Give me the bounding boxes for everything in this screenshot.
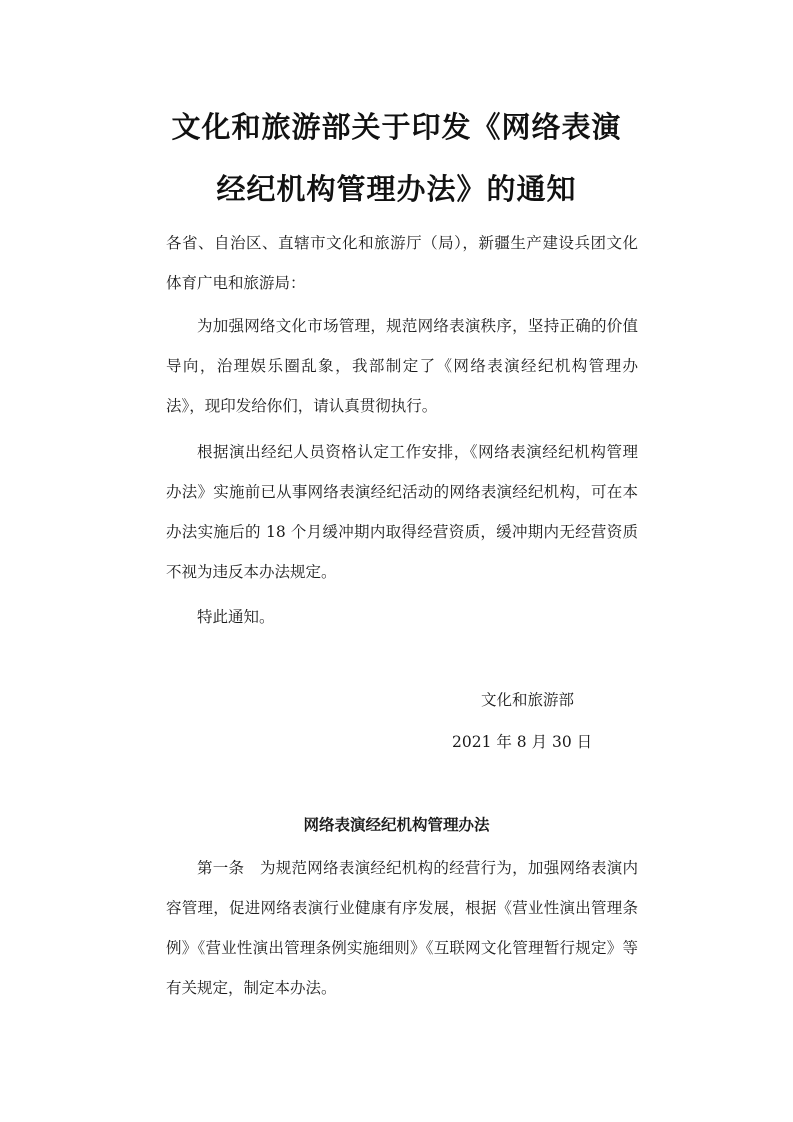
closing-line: 特此通知。 [197, 608, 275, 626]
body-paragraph-2: 根据演出经纪人员资格认定工作安排，《网络表演经纪机构管理办法》实施前已从事网络表演经纪活动的网络表演经纪机构，可在本办法实施后的 18 个月缓冲期内取得经营资质，缓冲期内无经营资质不视为违反本办法规定。 [166, 443, 638, 581]
notice-title-line1: 文化和旅游部关于印发《网络表演 [171, 110, 622, 144]
issue-date: 2021 年 8 月 30 日 [452, 733, 593, 751]
attachment-title: 网络表演经纪机构管理办法 [303, 816, 490, 834]
notice-title-line2: 经纪机构管理办法》的通知 [216, 172, 577, 206]
salutation: 各省、自治区、直辖市文化和旅游厅（局），新疆生产建设兵团文化体育广电和旅游局： [166, 234, 638, 292]
body-paragraph-1: 为加强网络文化市场管理，规范网络表演秩序，坚持正确的价值导向，治理娱乐圈乱象，我部制定了《网络表演经纪机构管理办法》，现印发给你们，请认真贯彻执行。 [166, 317, 638, 415]
signer: 文化和旅游部 [481, 691, 575, 709]
article-1: 第一条 为规范网络表演经纪机构的经营行为，加强网络表演内容管理，促进网络表演行业健康有序发展，根据《营业性演出管理条例》《营业性演出管理条例实施细则》《互联网文化管理暂行规定》等有关规定，制定本办法。 [166, 859, 638, 997]
